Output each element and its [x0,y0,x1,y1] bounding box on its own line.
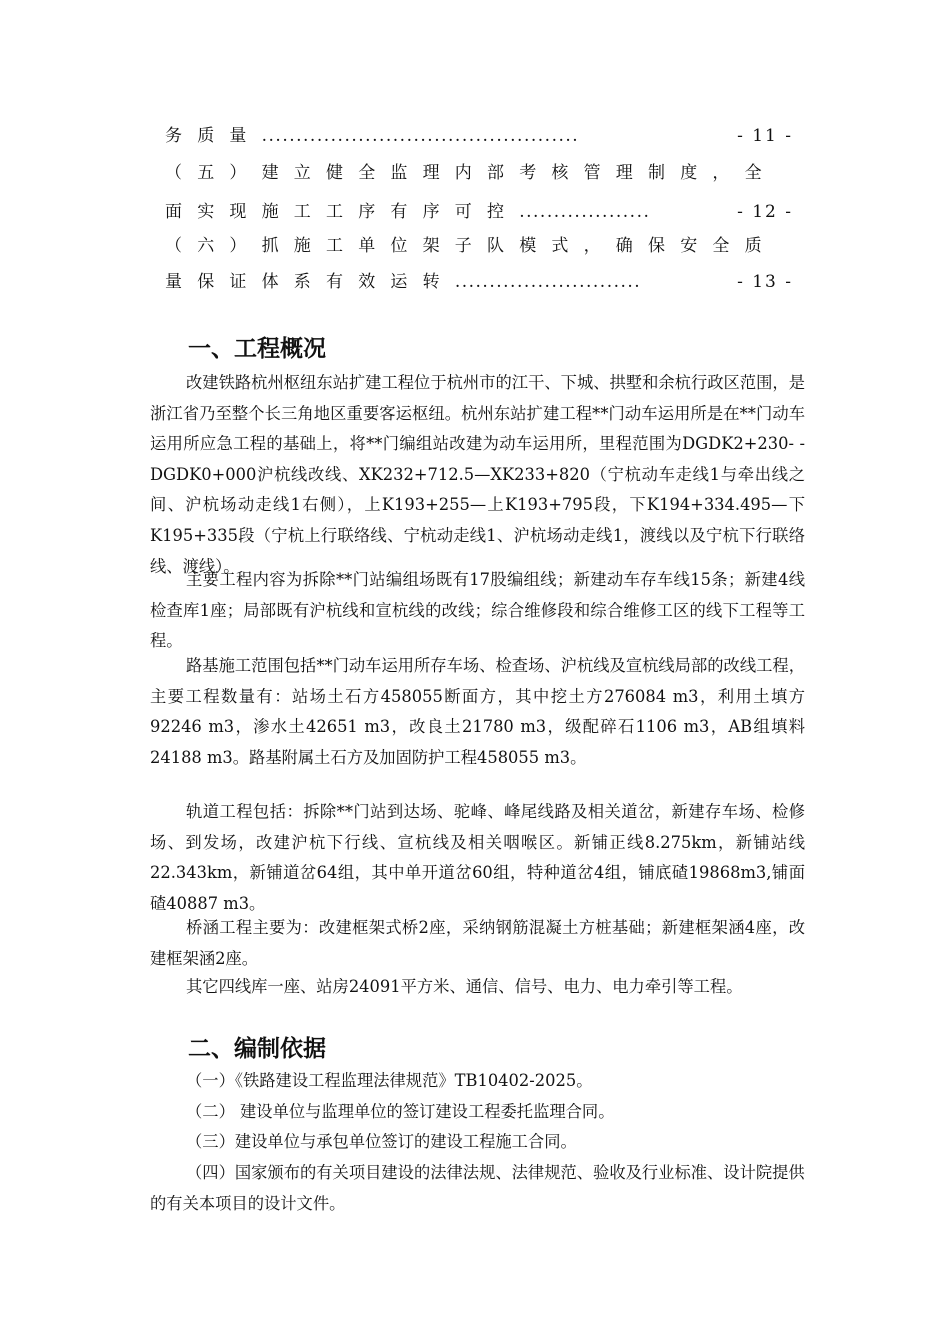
body-paragraph: 其它四线库一座、站房24091平方米、通信、信号、电力、电力牵引等工程。 [186,977,743,996]
toc-entry[interactable] [165,124,793,148]
toc-leader-dots: .............................................. [261,126,580,146]
toc-entry[interactable] [165,200,793,224]
toc-entry[interactable] [165,234,793,258]
body-paragraph: 桥涵工程主要为：改建框架式桥2座，采纳钢筋混凝土方桩基础；新建框架涵4座，改建框架涵2座。 [150,918,805,968]
section-heading: 一、工程概况 [188,336,326,362]
toc-entry[interactable] [165,161,793,185]
toc-page-number: - 11 - [737,126,793,146]
toc-page-number: - 13 - [737,272,793,292]
reference-item: （二） 建设单位与监理单位的签订建设工程委托监理合同。 [186,1102,615,1121]
toc-entry-text: （六）抓施工单位架子队模式，确保安全质 [165,236,777,256]
body-paragraph: 主要工程内容为拆除**门站编组场既有17股编组线；新建动车存车线15条；新建4线检查库1座；局部既有沪杭线和宣杭线的改线；综合维修段和综合维修工区的线下工程等工程。 [150,570,805,651]
toc-leader-dots: ................... [519,202,651,222]
reference-item: （四）国家颁布的有关项目建设的法律法规、法律规范、验收及行业标准、设计院提供的有关本项目的设计文件。 [150,1163,805,1213]
toc-leader-dots: ........................... [454,272,642,292]
toc-entry-text: 量保证体系有效运转 [165,272,455,292]
toc-entry[interactable] [165,270,793,294]
reference-item: （三）建设单位与承包单位签订的建设工程施工合同。 [186,1132,577,1151]
reference-item: （一）《铁路建设工程监理法律规范》TB10402-2025。 [186,1071,593,1090]
body-paragraph: 路基施工范围包括**门动车运用所存车场、检查场、沪杭线及宣杭线局部的改线工程，主要工程数量有：站场土石方458055断面方，其中挖土方276084 m3，利用土填方92246 m3，渗水土42651 m3，改良土21780 m3，级配碎石1106 m3，AB组填料24188 m3。路基附属土石方及加固防护工程458055 m3。 [150,656,805,767]
body-paragraph: 轨道工程包括：拆除**门站到达场、驼峰、峰尾线路及相关道岔，新建存车场、检修场、到发场，改建沪杭下行线、宣杭线及相关咽喉区。新铺正线8.275km，新铺站线22.343km，新铺道岔64组，其中单开道岔60组，特种道岔4组，铺底碴19868m3,铺面碴40887 m3。 [150,802,805,913]
toc-entry-text: 务质量 [165,126,262,146]
toc-page-number: - 12 - [737,202,793,222]
section-heading: 二、编制依据 [188,1036,326,1062]
toc-entry-text: （五）建立健全监理内部考核管理制度，全 [165,163,777,183]
toc-entry-text: 面实现施工工序有序可控 [165,202,520,222]
body-paragraph: 改建铁路杭州枢纽东站扩建工程位于杭州市的江干、下城、拱墅和余杭行政区范围，是浙江省乃至整个长三角地区重要客运枢纽。杭州东站扩建工程**门动车运用所是在**门动车运用所应急工程的基础上，将**门编组站改建为动车运用所，里程范围为DGDK2+230- -DGDK0+000沪杭线改线、XK232+712.5—XK233+820（宁杭动车走线1与牵出线之间、沪杭场动走线1右侧），上K193+255—上K193+795段，下K194+334.495—下K195+335段（宁杭上行联络线、宁杭动走线1、沪杭场动走线1，渡线以及宁杭下行联络线、渡线）。 [150,373,805,576]
